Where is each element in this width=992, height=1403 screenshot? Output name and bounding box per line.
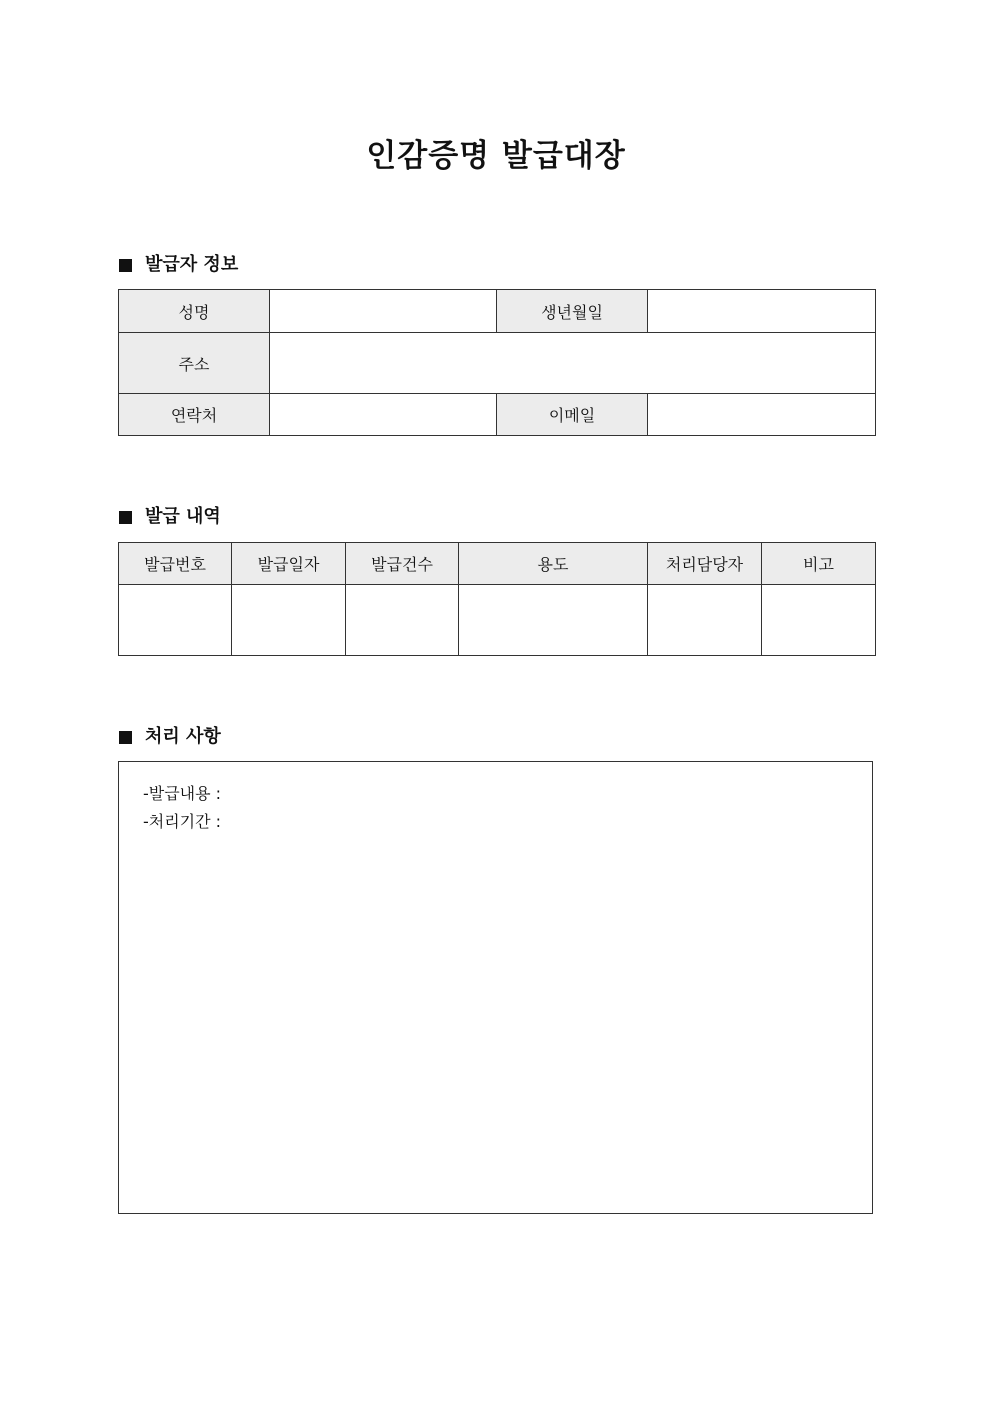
column-header-issue-number: 발급번호 bbox=[119, 543, 232, 585]
email-label: 이메일 bbox=[497, 394, 648, 436]
remarks-cell[interactable] bbox=[762, 585, 876, 656]
section-heading-processing bbox=[119, 725, 221, 749]
section-heading-issuer-info bbox=[119, 253, 238, 277]
square-bullet-icon bbox=[119, 511, 132, 524]
issue-content-line: -발급내용 : bbox=[143, 784, 222, 803]
birthdate-field[interactable] bbox=[648, 290, 876, 333]
issuance-history-table bbox=[118, 542, 876, 656]
handler-cell[interactable] bbox=[648, 585, 762, 656]
section-heading-label: 발급자 정보 bbox=[145, 254, 239, 275]
issuer-info-table bbox=[118, 289, 876, 436]
page-title: 인감증명 발급대장 bbox=[366, 138, 626, 174]
issue-date-cell[interactable] bbox=[232, 585, 346, 656]
name-field[interactable] bbox=[270, 290, 497, 333]
email-field[interactable] bbox=[648, 394, 876, 436]
section-heading-label: 발급 내역 bbox=[145, 506, 221, 527]
address-label: 주소 bbox=[119, 333, 270, 394]
table-row bbox=[119, 585, 876, 656]
contact-field[interactable] bbox=[270, 394, 497, 436]
section-heading-label: 처리 사항 bbox=[145, 726, 221, 747]
address-field[interactable] bbox=[270, 333, 876, 394]
processing-notes-box[interactable] bbox=[118, 761, 873, 1214]
issue-count-cell[interactable] bbox=[346, 585, 459, 656]
column-header-handler: 처리담당자 bbox=[648, 543, 762, 585]
column-header-issue-date: 발급일자 bbox=[232, 543, 346, 585]
name-label: 성명 bbox=[119, 290, 270, 333]
birthdate-label: 생년월일 bbox=[497, 290, 648, 333]
square-bullet-icon bbox=[119, 259, 132, 272]
column-header-remarks: 비고 bbox=[762, 543, 876, 585]
section-heading-issuance-history bbox=[119, 505, 221, 529]
issue-number-cell[interactable] bbox=[119, 585, 232, 656]
contact-label: 연락처 bbox=[119, 394, 270, 436]
processing-period-line: -처리기간 : bbox=[143, 812, 222, 831]
column-header-purpose: 용도 bbox=[459, 543, 648, 585]
column-header-issue-count: 발급건수 bbox=[346, 543, 459, 585]
square-bullet-icon bbox=[119, 731, 132, 744]
purpose-cell[interactable] bbox=[459, 585, 648, 656]
